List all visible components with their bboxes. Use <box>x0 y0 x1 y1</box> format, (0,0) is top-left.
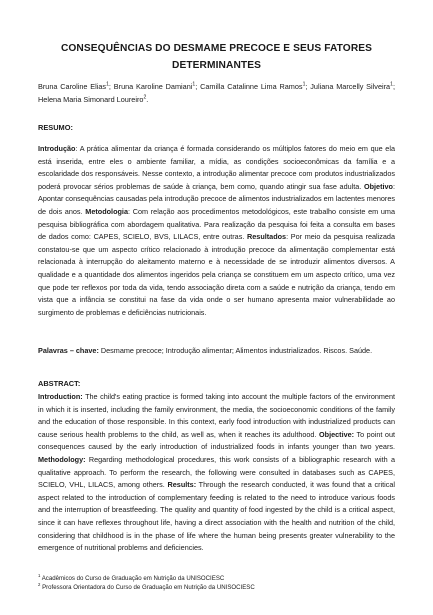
resumo-run-label: Metodologia <box>85 206 128 216</box>
resumo-run-text: : Por meio da pesquisa realizada constatou-se que um aspecto crítico relacionado à introdução precoce da alimentação complementar está relacionada à interrupção do aleitamento materno e à necessidade de se introduzir alimentos diversos. A qualidade e a quantidade dos alimentos ingeridos pela criança se constituem em um aspecto crítico, uma vez que pode ter reflexos por toda da vida, tendo associação direta com a saúde e nutrição da criança, tendo em vista que a infância se constitui na fase da vida onde o ser humano apresenta maior vulnerabilidade ao surgimento de problemas e deficiências nutricionais. <box>38 232 395 317</box>
abstract-run-text: The child's eating practice is formed taking into account the multiple factors of the environment in which it is inserted, including the family environment, the media, the socioeconomic conditions of the family and the education of those responsible. In this context, early food introduction with industrialized products can cause serious health problems to the child, as well as, when it reaches its adulthood. <box>38 392 395 439</box>
author-separator: ; <box>195 82 201 91</box>
footnote-mark: 2 <box>38 581 41 587</box>
author-separator: ; <box>305 82 311 91</box>
resumo-run-label: Resultados <box>247 232 287 242</box>
author-list <box>38 81 395 106</box>
author-separator: ; <box>108 82 114 91</box>
abstract-run-label: Introduction: <box>38 392 83 401</box>
resumo-run-label: Introdução <box>38 144 76 153</box>
resumo-paragraph <box>38 143 395 319</box>
author-separator: ; <box>392 82 395 91</box>
abstract-run-text: To point out consequences caused by the early introduction of industrialized foods in infants younger than two years. <box>38 429 396 452</box>
resumo-run-text: : A prática alimentar da criança é formada considerando os múltiplos fatores do meio em que ela está inserida, entre eles o ambiente familiar, a mídia, as condições socioeconômicas da família e a escolaridade dos responsáveis. Nesse contexto, a introdução alimentar precoce com produtos industrializados poderá provocar sérios problemas de saúde à criança, bem como, quando atingir sua fase adulta. <box>38 144 395 191</box>
abstract-run-label: Objective: <box>319 429 355 439</box>
abstract-run-label: Results: <box>167 480 197 490</box>
resumo-heading: RESUMO: <box>38 123 73 132</box>
author-name: Bruna Caroline Elias <box>38 82 107 91</box>
footnotes <box>38 574 395 592</box>
author-name: Camilla Catalinne Lima Ramos <box>200 82 303 91</box>
resumo-run-text: : Com relação aos procedimentos metodológicos, este trabalho consiste em uma pesquisa bibliográfica com abordagem qualitativa. Para realização da pesquisa foi feita a consulta em bases de dados como: CAPES, SCIELO, BVS, LILACS, entre outras. <box>38 206 395 242</box>
resumo-run-text: : Apontar consequências causadas pela introdução precoce de alimentos industrializados em lactentes menores de dois anos. <box>38 181 395 216</box>
abstract-run-label: Methodology: <box>38 454 86 464</box>
footnote-text: Acadêmicos do Curso de Graduação em Nutrição da UNISOCIESC <box>40 575 225 582</box>
author-name: Bruna Karoline Damiani <box>113 82 193 91</box>
footnote <box>38 574 395 583</box>
abstract-run-text: Through the research conducted, it was found that a critical aspect related to the introduction of complementary feeding is related to the need to introduce various foods and the interruption of breastfeeding. The quality and quantity of food ingested by the child is a critical aspect, since it can have reflexes throughout life, having a direct association with the health and nutrition of the child, considering that childhood is in the phase of life where the human being presents greater vulnerability to the emergence of nutritional problems and deficiencies. <box>38 480 395 553</box>
abstract-paragraph <box>38 391 395 555</box>
affiliation-mark: 2 <box>143 94 147 101</box>
affiliation-mark: 1 <box>106 81 109 88</box>
footnote <box>38 583 395 592</box>
keywords-label: Palavras – chave: <box>38 346 99 355</box>
author-name: Helena Maria Simonard Loureiro <box>38 94 144 104</box>
paper-title <box>30 40 403 74</box>
resumo-run-label: Objetivo <box>363 181 393 191</box>
affiliation-mark: 1 <box>192 81 196 88</box>
affiliation-mark: 1 <box>302 81 306 88</box>
keywords-text: Desmame precoce; Introdução alimentar; Alimentos industrializados. Riscos. Saúde. <box>98 346 373 355</box>
affiliation-mark: 1 <box>390 81 393 88</box>
title-line-2: DETERMINANTES <box>171 60 262 71</box>
footnote-mark: 1 <box>38 572 41 578</box>
abstract-run-text: Regarding methodological procedures, this work consists of a bibliographic research with a qualitative approach. To perform the research, the following were consulted in databases such as CAPES, SCIELO, VHL, LILACS, among others. <box>38 454 395 490</box>
keywords-paragraph <box>38 345 395 358</box>
title-line-1: CONSEQUÊNCIAS DO DESMAME PRECOCE E SEUS FATORES <box>60 43 373 54</box>
author-separator: . <box>146 94 149 104</box>
footnote-text: Professora Orientadora do Curso de Graduação em Nutrição da UNISOCIESC <box>40 584 255 591</box>
abstract-heading: ABSTRACT: <box>38 379 81 388</box>
author-name: Juliana Marcelly Silveira <box>310 82 391 91</box>
